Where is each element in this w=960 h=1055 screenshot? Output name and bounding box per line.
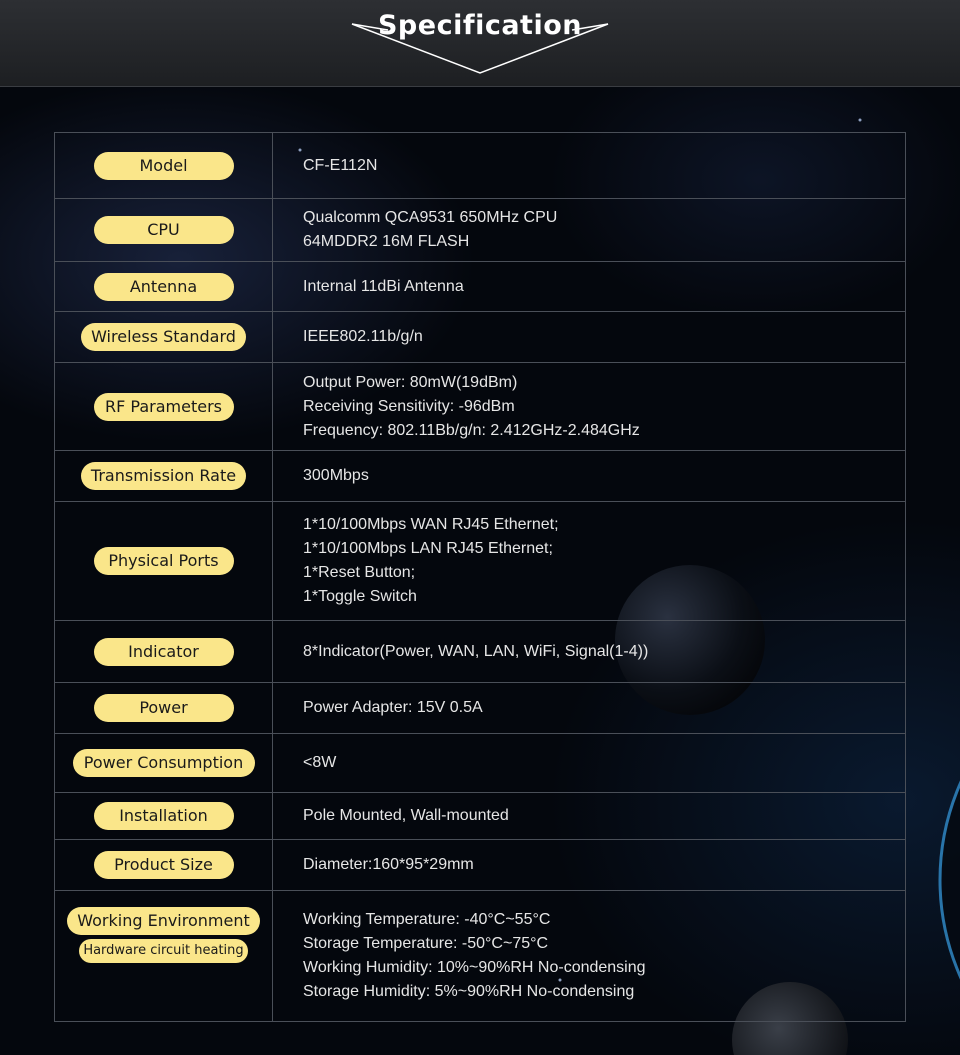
spec-value: Receiving Sensitivity: -96dBm bbox=[303, 397, 515, 415]
spec-label: Transmission Rate bbox=[81, 462, 246, 490]
planet-large-icon bbox=[940, 640, 960, 1055]
spec-row-rf-parameters bbox=[55, 363, 906, 451]
spec-value: Qualcomm QCA9531 650MHz CPU bbox=[303, 209, 558, 226]
spec-label: Model bbox=[94, 152, 234, 180]
spec-label: Physical Ports bbox=[94, 547, 234, 575]
spec-value: Working Temperature: -40°C~55°C bbox=[303, 911, 551, 928]
spec-row-model bbox=[55, 133, 906, 199]
spec-row-cpu bbox=[55, 199, 906, 262]
spec-value: 300Mbps bbox=[303, 467, 369, 484]
spec-value: Working Humidity: 10%~90%RH No-condensing bbox=[303, 959, 646, 976]
spec-row-installation bbox=[55, 793, 906, 840]
spec-value: CF-E112N bbox=[303, 156, 378, 174]
spec-row-working-environment bbox=[55, 891, 906, 1022]
spec-label: Product Size bbox=[94, 851, 234, 879]
spec-row-power bbox=[55, 683, 906, 734]
spec-row-antenna bbox=[55, 262, 906, 312]
spec-row-indicator bbox=[55, 621, 906, 683]
spec-label: Wireless Standard bbox=[81, 323, 246, 351]
spec-value: Pole Mounted, Wall-mounted bbox=[303, 807, 509, 824]
spec-table bbox=[54, 132, 906, 1022]
spec-value: Frequency: 802.11Bb/g/n: 2.412GHz-2.484GHz bbox=[303, 421, 640, 439]
spec-value: <8W bbox=[303, 754, 337, 771]
spec-value: Internal 11dBi Antenna bbox=[303, 277, 464, 295]
spec-value: Diameter:160*95*29mm bbox=[303, 856, 474, 873]
spec-value: 8*Indicator(Power, WAN, LAN, WiFi, Signal(1-4)) bbox=[303, 642, 649, 660]
spec-sublabel: Hardware circuit heating bbox=[79, 939, 247, 963]
spec-row-product-size bbox=[55, 840, 906, 891]
spec-label: Indicator bbox=[94, 638, 234, 666]
spec-label: RF Parameters bbox=[94, 393, 234, 421]
spec-label: Antenna bbox=[94, 273, 234, 301]
page-title: Specification bbox=[377, 10, 582, 41]
spec-value: Storage Temperature: -50°C~75°C bbox=[303, 935, 549, 952]
spec-value: 64MDDR2 16M FLASH bbox=[303, 233, 470, 250]
spec-value: Output Power: 80mW(19dBm) bbox=[303, 373, 518, 391]
spec-value: 1*Reset Button; bbox=[303, 564, 416, 581]
spec-row-power-consumption bbox=[55, 734, 906, 793]
spec-label: CPU bbox=[94, 216, 234, 244]
spec-value: IEEE802.11b/g/n bbox=[303, 328, 423, 345]
spec-label: Power bbox=[94, 694, 234, 722]
spec-label: Power Consumption bbox=[73, 749, 255, 777]
spec-value: 1*Toggle Switch bbox=[303, 588, 417, 605]
spec-value: 1*10/100Mbps LAN RJ45 Ethernet; bbox=[303, 540, 553, 557]
spec-label: Working Environment bbox=[67, 907, 260, 935]
spec-row-wireless-standard bbox=[55, 312, 906, 363]
header-bar bbox=[0, 0, 960, 87]
spec-value: Power Adapter: 15V 0.5A bbox=[303, 699, 483, 716]
spec-value: 1*10/100Mbps WAN RJ45 Ethernet; bbox=[303, 516, 559, 533]
spec-label: Installation bbox=[94, 802, 234, 830]
spec-row-transmission-rate bbox=[55, 451, 906, 502]
spec-value: Storage Humidity: 5%~90%RH No-condensing bbox=[303, 983, 635, 1000]
spec-row-physical-ports bbox=[55, 502, 906, 621]
